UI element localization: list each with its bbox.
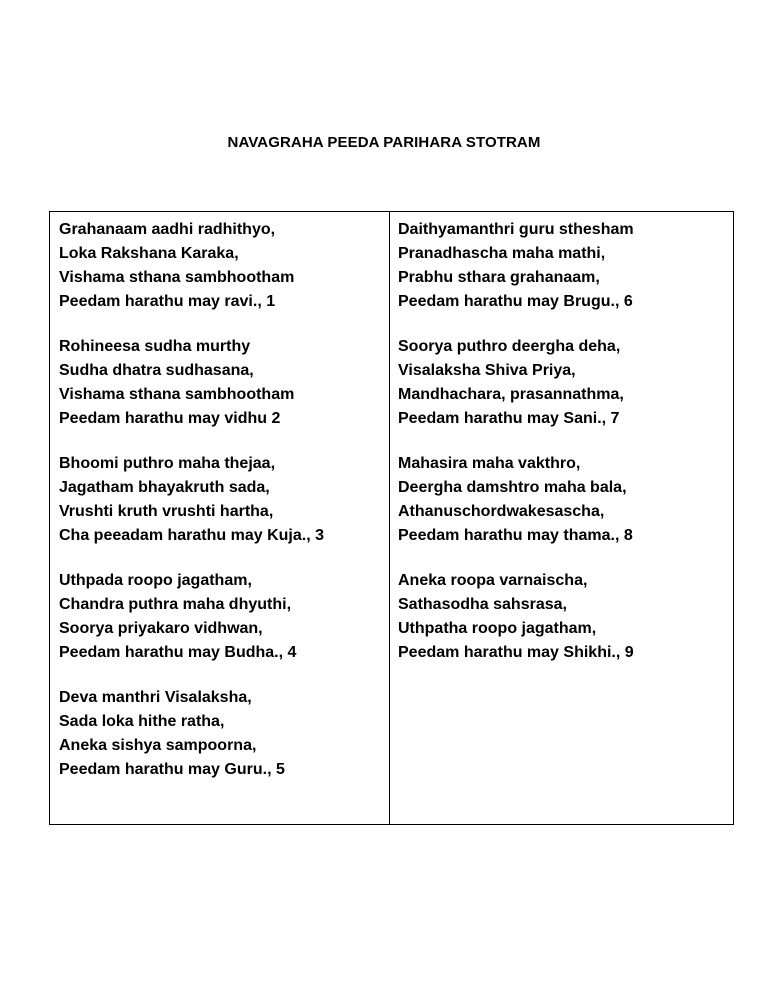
verse-line: Aneka roopa varnaischa, — [398, 572, 588, 589]
verse-line: Uthpatha roopo jagatham, — [398, 620, 597, 637]
left-column — [50, 212, 390, 824]
page-title: NAVAGRAHA PEEDA PARIHARA STOTRAM — [227, 134, 541, 151]
verse-line: Uthpada roopo jagatham, — [59, 572, 252, 589]
verse-5 — [59, 686, 389, 782]
verses-table — [49, 211, 734, 825]
right-column — [390, 212, 733, 824]
verse-line: Soorya priyakaro vidhwan, — [59, 620, 263, 637]
verse-line: Peedam harathu may Guru., 5 — [59, 761, 285, 778]
verse-line: Vrushti kruth vrushti hartha, — [59, 503, 274, 520]
verse-line: Peedam harathu may thama., 8 — [398, 527, 633, 544]
verse-line: Athanuschordwakesascha, — [398, 503, 605, 520]
verse-line: Sada loka hithe ratha, — [59, 713, 225, 730]
verse-line: Sudha dhatra sudhasana, — [59, 362, 254, 379]
verse-line: Bhoomi puthro maha thejaa, — [59, 455, 276, 472]
verse-line: Jagatham bhayakruth sada, — [59, 479, 270, 496]
verse-line: Grahanaam aadhi radhithyo, — [59, 221, 276, 238]
verse-line: Chandra puthra maha dhyuthi, — [59, 596, 292, 613]
verse-line: Mahasira maha vakthro, — [398, 455, 581, 472]
verse-line: Vishama sthana sambhootham — [59, 386, 295, 403]
verse-line: Daithyamanthri guru sthesham — [398, 221, 634, 238]
verse-line: Peedam harathu may Shikhi., 9 — [398, 644, 634, 661]
verse-2 — [59, 335, 389, 431]
verse-line: Soorya puthro deergha deha, — [398, 338, 621, 355]
verse-9 — [398, 569, 733, 665]
verse-4 — [59, 569, 389, 665]
verse-line: Mandhachara, prasannathma, — [398, 386, 624, 403]
verse-1 — [59, 218, 389, 314]
verse-line: Peedam harathu may Budha., 4 — [59, 644, 297, 661]
verse-3 — [59, 452, 389, 548]
verse-line: Loka Rakshana Karaka, — [59, 245, 239, 262]
verse-8 — [398, 452, 733, 548]
verse-line: Deergha damshtro maha bala, — [398, 479, 627, 496]
verse-line: Peedam harathu may Brugu., 6 — [398, 293, 633, 310]
verse-line: Vishama sthana sambhootham — [59, 269, 295, 286]
verse-line: Sathasodha sahsrasa, — [398, 596, 567, 613]
verse-6 — [398, 218, 733, 314]
verse-line: Peedam harathu may vidhu 2 — [59, 410, 281, 427]
verse-line: Deva manthri Visalaksha, — [59, 689, 252, 706]
verse-line: Peedam harathu may Sani., 7 — [398, 410, 620, 427]
verse-7 — [398, 335, 733, 431]
verse-line: Peedam harathu may ravi., 1 — [59, 293, 276, 310]
verse-line: Cha peeadam harathu may Kuja., 3 — [59, 527, 324, 544]
verse-line: Visalaksha Shiva Priya, — [398, 362, 576, 379]
verse-line: Prabhu sthara grahanaam, — [398, 269, 600, 286]
verse-line: Rohineesa sudha murthy — [59, 338, 251, 355]
verse-line: Pranadhascha maha mathi, — [398, 245, 606, 262]
verse-line: Aneka sishya sampoorna, — [59, 737, 257, 754]
